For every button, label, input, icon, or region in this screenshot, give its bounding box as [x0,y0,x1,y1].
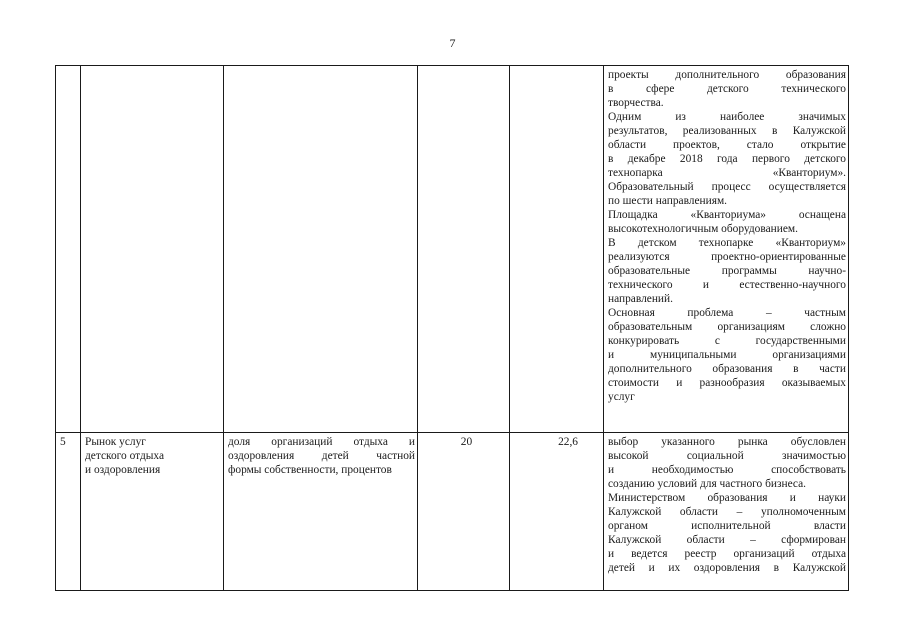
comment-line: направлений. [608,293,673,305]
comment-line: Образовательный процесс осуществляется [608,181,846,193]
comment-line: технического и естественно-научного [608,279,846,291]
comment-line: дополнительного образования в части [608,363,846,375]
comment-line: созданию условий для частного бизнеса. [608,478,807,490]
market-cell [81,433,224,591]
comment-line: области проектов, стало открытие [608,139,846,151]
comment-line: конкурировать с государственными [608,335,846,347]
comment-line: реализуются проектно-ориентированные [608,251,846,263]
comment-line: образовательные программы научно- [608,265,846,277]
row-number-cell [56,66,81,433]
comment-text [604,433,848,575]
comment-line: Площадка «Кванториума» оснащена [608,209,846,221]
value-2019-cell [510,66,604,433]
comment-text [604,66,848,404]
comment-line: творчества. [608,97,664,109]
row-number-cell: 5 [56,433,81,591]
comment-line: Калужской области – уполномоченным [608,506,846,518]
comment-line: и ведется реестр организаций отдыха [608,548,846,560]
indicator-line: оздоровления детей частной [228,450,415,462]
comment-line: услуг [608,391,635,403]
comment-line: высокой социальной значимостью [608,450,846,462]
indicator-cell [224,66,418,433]
comment-line: проекты дополнительного образования [608,69,846,81]
page-number: 7 [449,36,456,50]
competition-table [55,65,849,591]
indicator-cell [224,433,418,591]
comment-line: В детском технопарке «Кванториум» [608,237,846,249]
comment-line: в сфере детского технического [608,83,846,95]
market-line: и оздоровления [85,464,161,476]
comment-line: Одним из наиболее значимых [608,111,846,123]
value-2018-cell: 20 [418,433,510,591]
value-2019-cell: 22,6 [510,433,604,591]
comment-line: в декабре 2018 года первого детского [608,153,846,165]
comment-line: органом исполнительной власти [608,520,846,532]
comment-line: и муниципальными организациями [608,349,846,361]
comment-line: и необходимостью способствовать [608,464,846,476]
comment-line: по шести направлениям. [608,195,728,207]
comment-line: Основная проблема – частным [608,307,846,319]
indicator-line: формы собственности, процентов [228,464,392,476]
comment-line: выбор указанного рынка обусловлен [608,436,846,448]
comment-cell [604,433,849,591]
comment-line: Калужской области – сформирован [608,534,846,546]
comment-line: Министерством образования и науки [608,492,846,504]
market-line: Рынок услуг [85,436,146,448]
comment-line: стоимости и разнообразия оказываемых [608,377,846,389]
table-row [56,433,849,591]
comment-line: технопарка «Кванториум». [608,167,846,179]
comment-line: образовательным организациям сложно [608,321,846,333]
comment-cell [604,66,849,433]
comment-line: детей и их оздоровления в Калужской [608,562,846,574]
value-2018-cell [418,66,510,433]
table-row [56,66,849,433]
comment-line: результатов, реализованных в Калужской [608,125,846,137]
comment-line: высокотехнологичным оборудованием. [608,223,798,235]
market-cell [81,66,224,433]
market-line: детского отдыха [85,450,165,462]
indicator-line: доля организаций отдыха и [228,436,415,448]
